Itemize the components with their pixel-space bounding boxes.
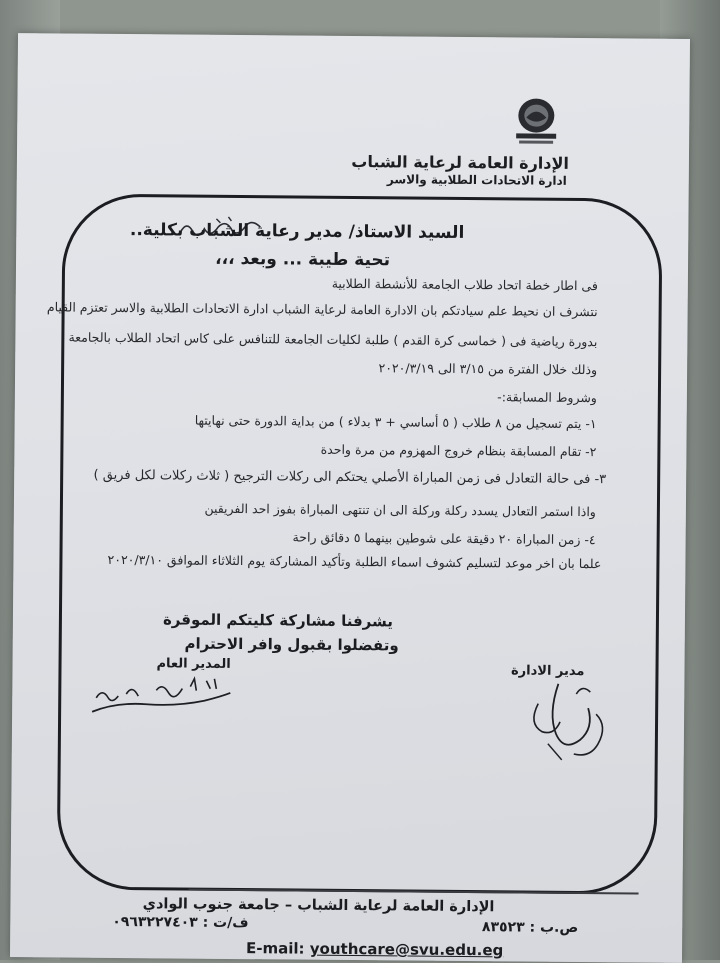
closing-regards: وتفضلوا بقبول وافر الاحترام [184, 634, 399, 655]
letter-paper [10, 33, 690, 963]
general-manager-signature [86, 674, 236, 725]
deadline-note: علما بان اخر موعد لتسليم كشوف اسماء الطلبة وتأكيد المشاركة يوم الثلاثاء الموافق ٢٠٢٠/٣/١٠ [107, 551, 602, 572]
letter-greeting: تحية طيبة ... وبعد ،،، [215, 248, 391, 271]
body-line: وذلك خلال الفترة من ٣/١٥ الى ٢٠٢٠/٣/١٩ [378, 360, 598, 378]
condition-item: ٢- تقام المسابقة بنظام خروج المهزوم من مرة واحدة [320, 441, 597, 460]
condition-item: ١- يتم تسجيل من ٨ طلاب ( ٥ أساسي + ٣ بدلاء ) من بداية الدورة حتى نهايتها [194, 412, 597, 432]
body-line: فى اطار خطة اتحاد طلاب الجامعة للأنشطة الطلابية [331, 275, 598, 294]
dept-manager-title: مدير الادارة [510, 663, 585, 680]
closing-line: يشرفنا مشاركة كليتكم الموقرة [162, 610, 394, 631]
condition-item: ٤- زمن المباراة ٢٠ دقيقة على شوطين بينهما ٥ دقائق راحة [292, 529, 596, 548]
footer-email [246, 939, 503, 959]
dept-manager-signature [518, 673, 619, 764]
email-label: E-mail: [245, 939, 305, 958]
body-line: وشروط المسابقة:- [497, 389, 597, 406]
footer-po-box: ص.ب : ٨٣٥٢٣ [481, 919, 579, 937]
condition-item-continued: واذا استمر التعادل يسدد ركلة وركلة الى ان تنتهى المباراة بفوز احد الفريقين [204, 500, 596, 520]
body-line: بدورة رياضية فى ( خماسى كرة القدم ) طلبة لكليات الجامعة للتنافس على كاس اتحاد الطلاب بالجامعة [68, 329, 598, 350]
footer-fax: ف/ت : ٠٩٦٣٢٢٧٤٠٣ [112, 913, 249, 932]
body-line: نتشرف ان نحيط علم سيادتكم بان الادارة العامة لرعاية الشباب ادارة الاتحادات الطلابية والاسر تعتزم القيام [46, 299, 598, 320]
condition-item: ٣- فى حالة التعادل فى زمن المباراة الأصلي يحتكم الى ركلات الترجيح ( ثلاث ركلات لكل فريق ) [93, 467, 607, 488]
header-org-title: الإدارة العامة لرعاية الشباب [351, 151, 570, 173]
header-dept-title: ادارة الاتحادات الطلابية والاسر [386, 172, 567, 188]
email-link[interactable]: youthcare@svu.edu.eg [309, 939, 504, 960]
university-logo-icon [511, 95, 561, 147]
footer-org: الإدارة العامة لرعاية الشباب – جامعة جنوب الوادي [142, 896, 495, 916]
general-manager-title: المدير العام [156, 656, 231, 672]
letter-salutation: السيد الاستاذ/ مدير رعاية الشباب بكلية.. [129, 220, 465, 243]
